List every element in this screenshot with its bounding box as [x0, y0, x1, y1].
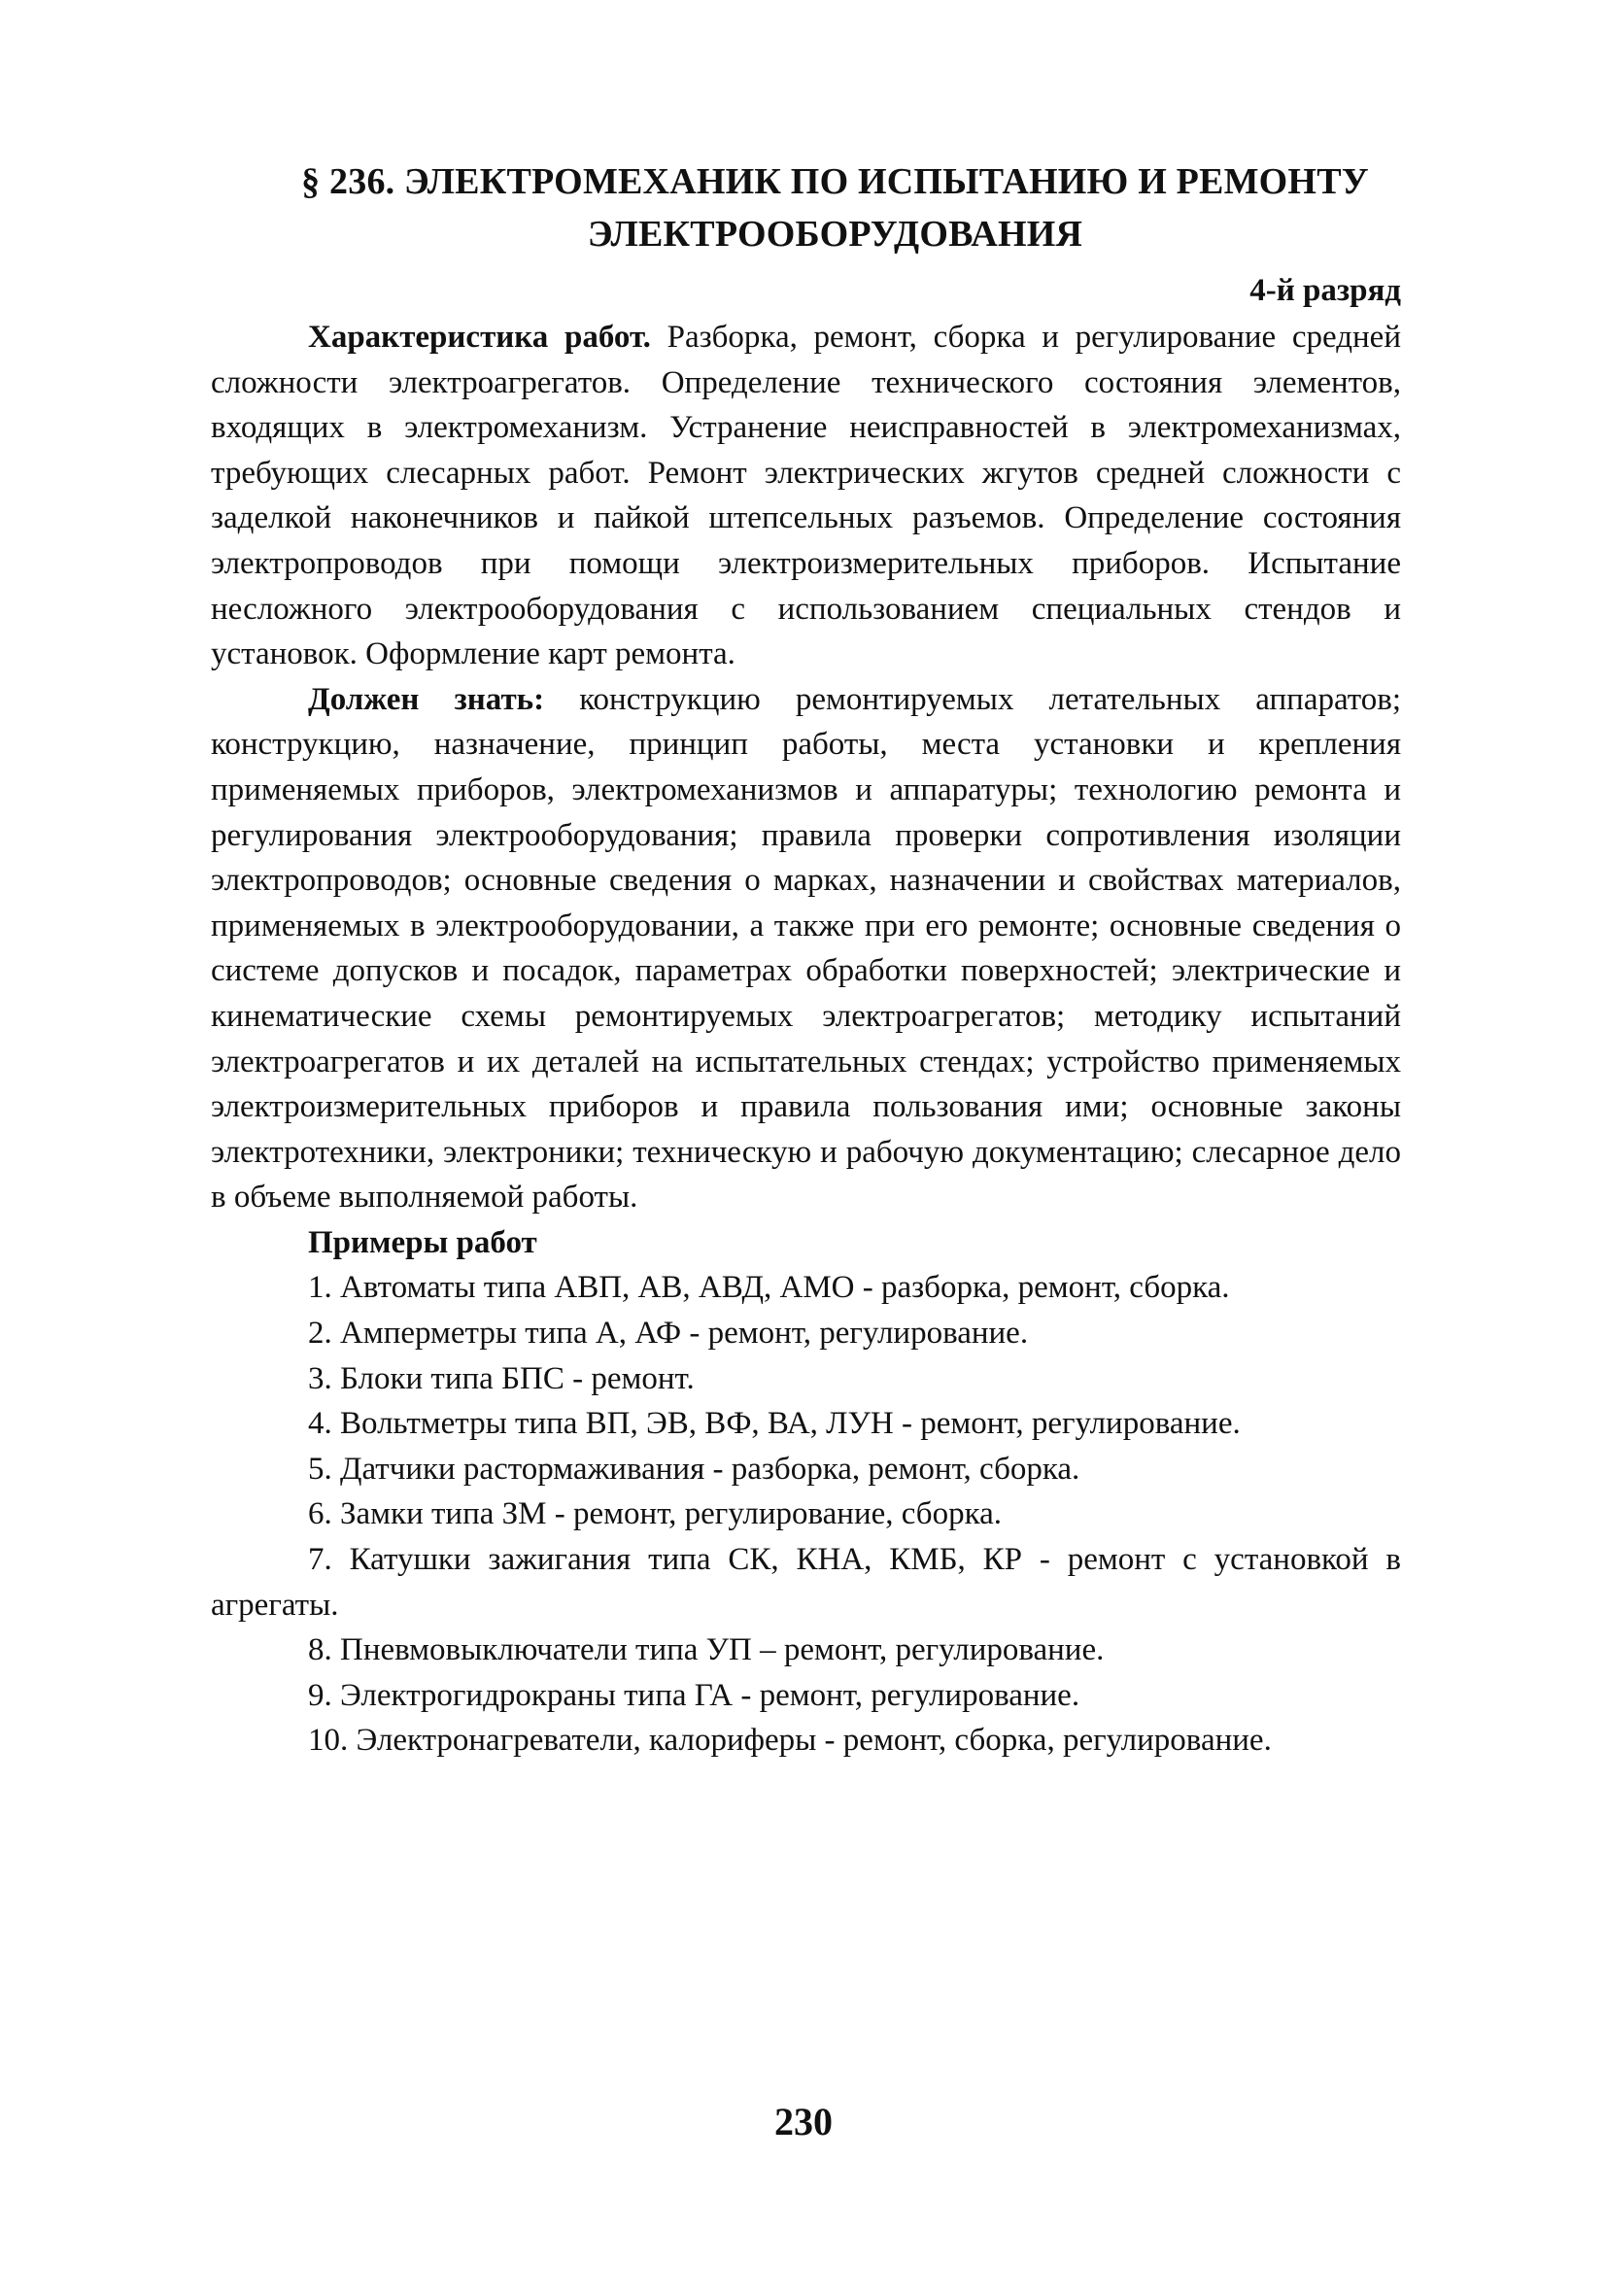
list-item: 8. Пневмовыключатели типа УП – ремонт, регулирование.	[308, 1632, 1105, 1668]
section-title	[269, 155, 1401, 260]
section-title-line-1: § 236. ЭЛЕКТРОМЕХАНИК ПО ИСПЫТАНИЮ И РЕМОНТУ	[301, 161, 1369, 202]
list-item: 9. Электрогидрокраны типа ГА - ремонт, регулирование.	[308, 1677, 1080, 1713]
list-item: 5. Датчики растормаживания - разборка, ремонт, сборка.	[308, 1451, 1080, 1487]
document-page	[211, 155, 1401, 1764]
list-item: 4. Вольтметры типа ВП, ЭВ, ВФ, ВА, ЛУН - ремонт, регулирование.	[308, 1406, 1241, 1442]
characteristics-text: Разборка, ремонт, сборка и регулирование средней сложности электроагрегатов. Определение технического состояния элементов, входящих в электромеханизм. Устранение неисправностей в электромеханизмах, требующих слесарных работ. Ремонт электрических жгутов средней сложности с заделкой наконечников и пайкой штепсельных разъемов. Определение состояния электропроводов при помощи электроизмерительных приборов. Испытание несложного электрооборудования с использованием специальных стендов и установок. Оформление карт ремонта.	[211, 320, 1401, 672]
list-item: 10. Электронагреватели, калориферы - ремонт, сборка, регулирование.	[308, 1723, 1272, 1759]
knowledge-text: конструкцию ремонтируемых летательных аппаратов; конструкцию, назначение, принцип работы, места установки и крепления применяемых приборов, электромеханизмов и аппаратуры; технологию ремонта и регулирования электрооборудования; правила проверки сопротивления изоляции электропроводов; основные сведения о марках, назначении и свойствах материалов, применяемых в электрооборудовании, а также при его ремонте; основные сведения о системе допусков и посадок, параметрах обработки поверхностей; электрические и кинематические схемы ремонтируемых электроагрегатов; методику испытаний электроагрегатов и их деталей на испытательных стендах; устройство применяемых электроизмерительных приборов и правила пользования ими; основные законы электротехники, электроники; техническую и рабочую документацию; слесарное дело в объеме выполняемой работы.	[211, 681, 1401, 1216]
list-item: 2. Амперметры типа А, АФ - ремонт, регулирование.	[308, 1316, 1029, 1352]
knowledge-label: Должен знать:	[308, 681, 545, 717]
list-item: 3. Блоки типа БПС - ремонт.	[308, 1360, 695, 1396]
list-item: 6. Замки типа ЗМ - ремонт, регулирование, сборка.	[308, 1496, 1003, 1532]
page-number: 230	[774, 2100, 833, 2143]
list-item: 1. Автоматы типа АВП, АВ, АВД, АМО - разборка, ремонт, сборка.	[308, 1270, 1230, 1306]
grade-label: 4-й разряд	[1249, 273, 1401, 308]
list-item: 7. Катушки зажигания типа СК, КНА, КМБ, КР - ремонт с установкой в агрегаты.	[211, 1542, 1401, 1623]
knowledge-paragraph	[211, 677, 1401, 1220]
characteristics-label: Характеристика работ.	[308, 320, 651, 355]
examples-list	[211, 1265, 1401, 1764]
characteristics-paragraph	[211, 315, 1401, 677]
examples-heading: Примеры работ	[308, 1224, 537, 1260]
section-title-line-2: ЭЛЕКТРООБОРУДОВАНИЯ	[587, 214, 1083, 255]
